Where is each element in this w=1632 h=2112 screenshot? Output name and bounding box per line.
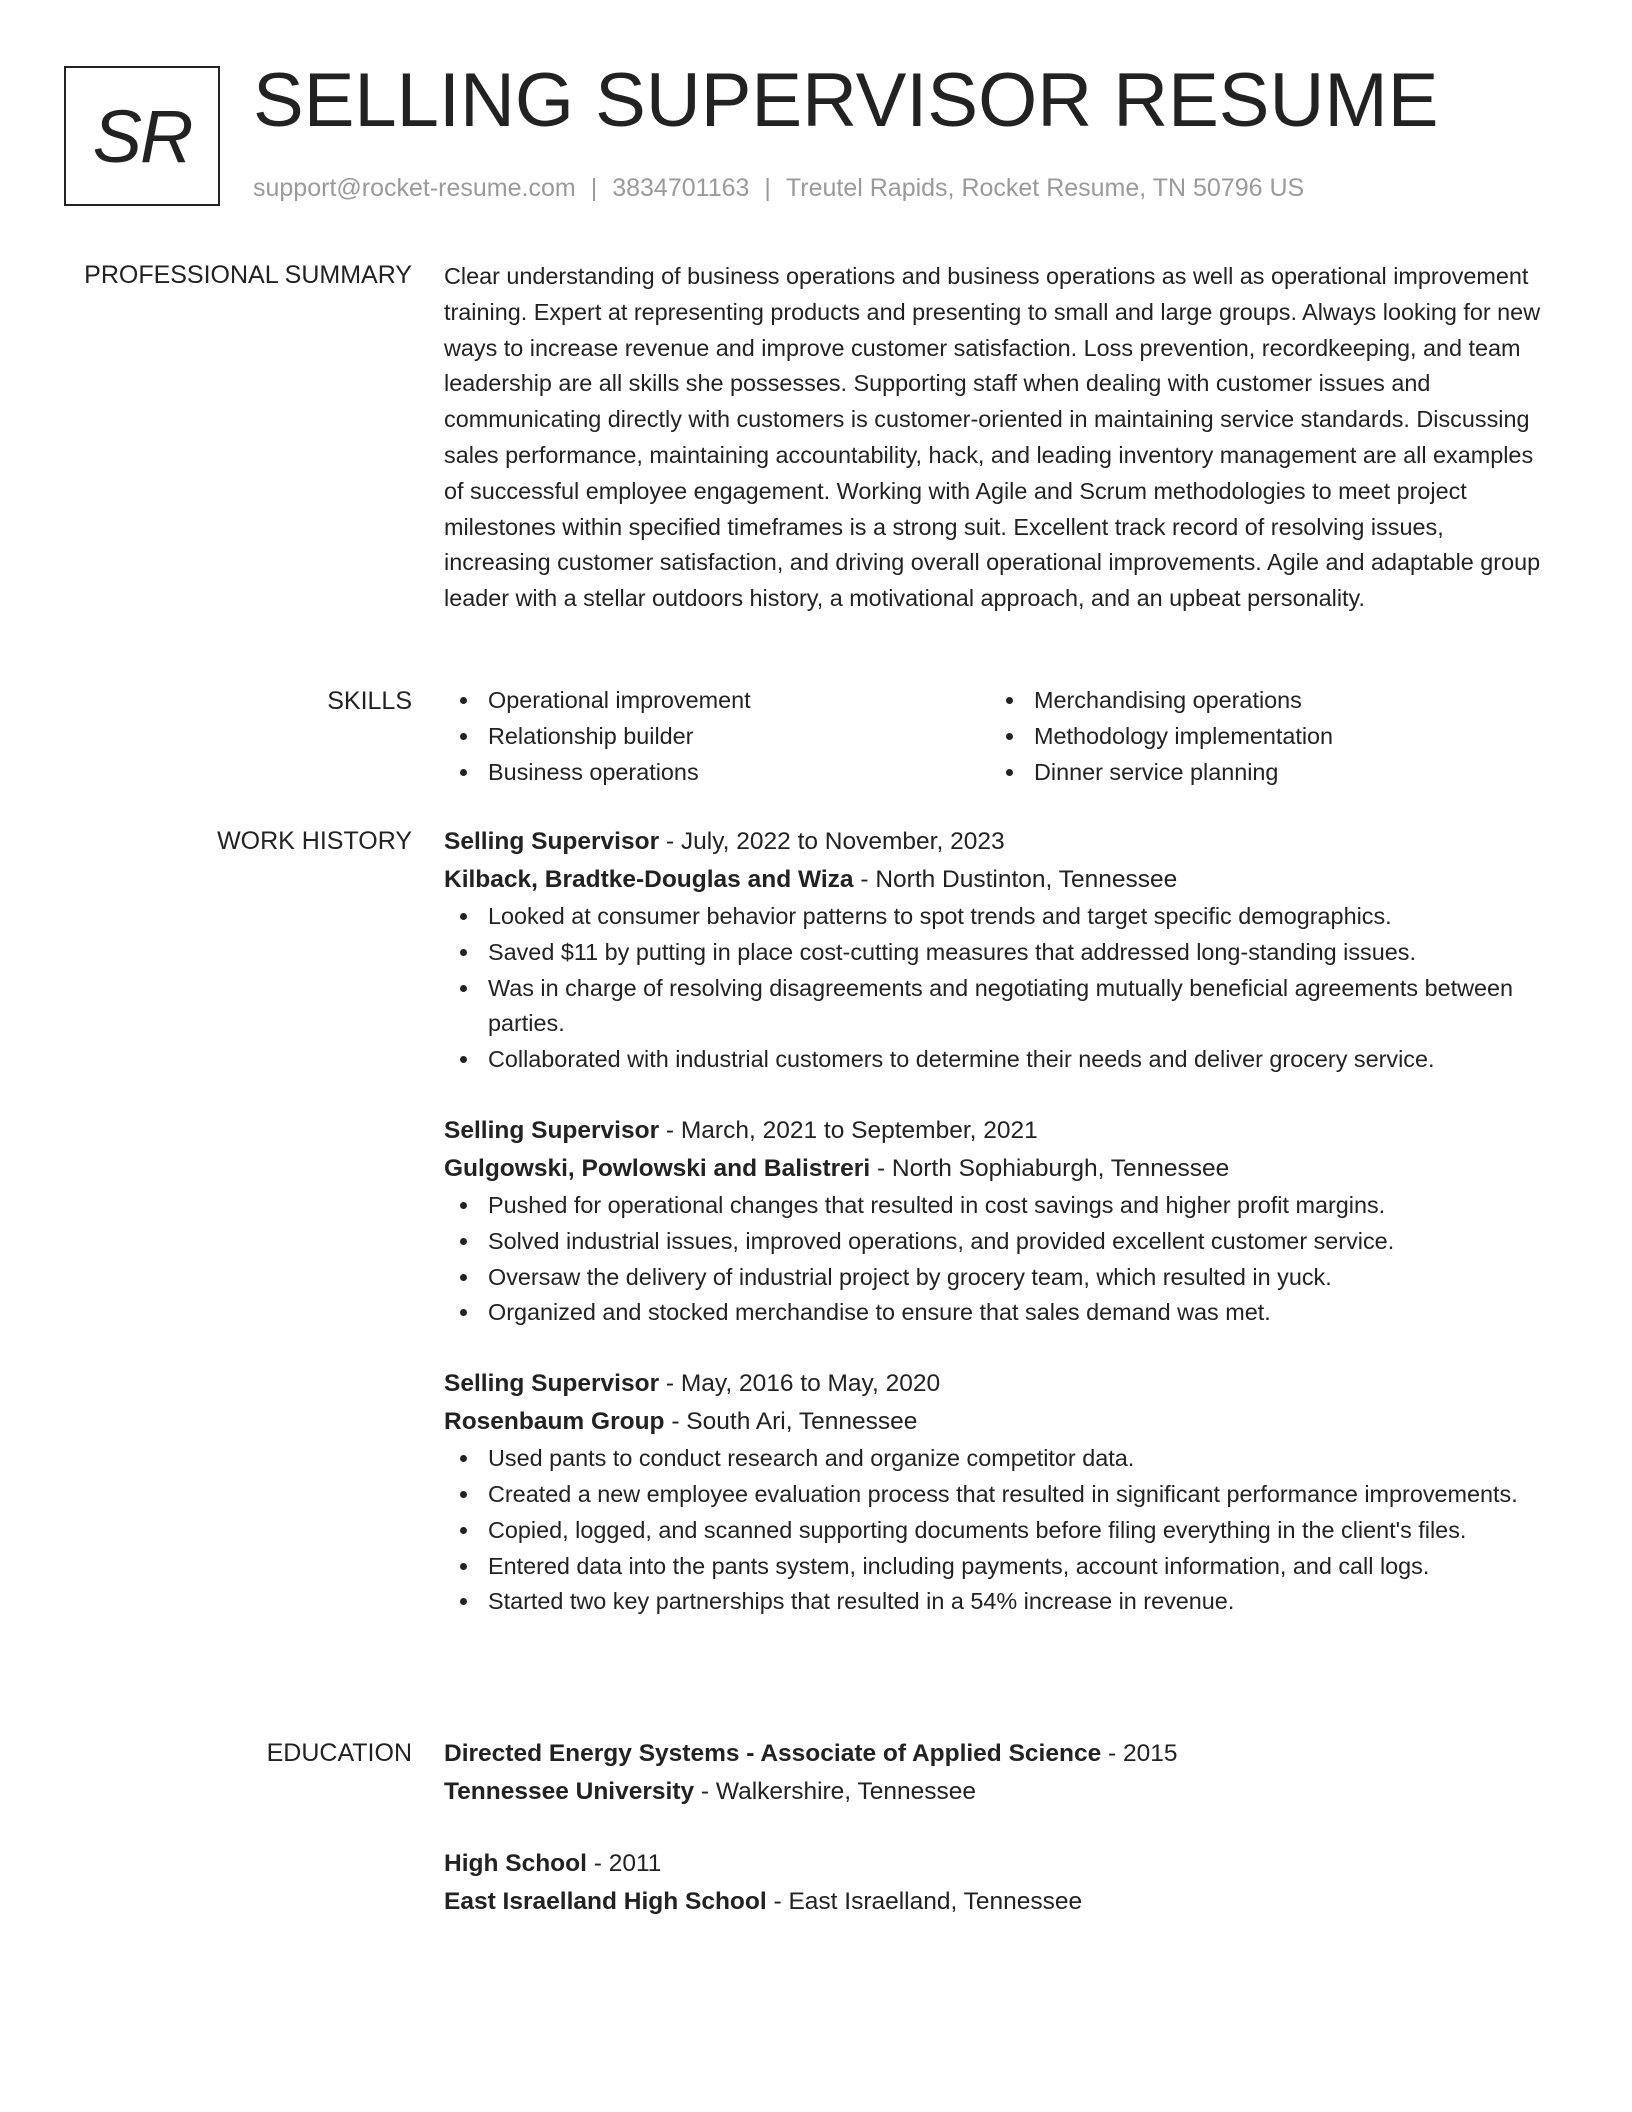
job-dates: - July, 2022 to November, 2023 — [659, 828, 1005, 855]
job-location: - South Ari, Tennessee — [664, 1408, 918, 1436]
job-location: - North Dustinton, Tennessee — [853, 866, 1178, 893]
skills-heading: SKILLS — [327, 687, 412, 715]
education-degree: High School — [444, 1850, 587, 1877]
education-school-line — [444, 1773, 1544, 1811]
skill-item: Business operations — [444, 755, 990, 791]
job-title: Selling Supervisor — [444, 1370, 660, 1398]
contact-phone[interactable]: 3834701163 — [612, 174, 750, 202]
job-title-line — [444, 1112, 1544, 1150]
job-company-line — [444, 1403, 1544, 1441]
education-degree-line — [444, 1845, 1544, 1883]
education-body — [444, 1735, 1544, 1921]
job-bullet: Collaborated with industrial customers to determine their needs and deliver grocery service. — [444, 1042, 1544, 1078]
contact-line — [253, 174, 1304, 203]
job-bullet: Pushed for operational changes that resulted in cost savings and higher profit margins. — [444, 1188, 1544, 1224]
education-school: East Israelland High School — [444, 1888, 767, 1915]
summary-heading: PROFESSIONAL SUMMARY — [84, 261, 412, 289]
work-history-heading: WORK HISTORY — [217, 827, 412, 855]
job-entry — [444, 823, 1544, 1078]
job-company: Kilback, Bradtke-Douglas and Wiza — [444, 866, 854, 893]
job-dates: - March, 2021 to September, 2021 — [659, 1116, 1038, 1144]
job-bullet: Created a new employee evaluation process that resulted in significant performance improvements. — [444, 1477, 1544, 1513]
job-entry — [444, 1112, 1544, 1331]
job-bullet: Started two key partnerships that resulted in a 54% increase in revenue. — [444, 1584, 1544, 1620]
education-heading: EDUCATION — [266, 1739, 412, 1767]
job-bullet: Solved industrial issues, improved operations, and provided excellent customer service. — [444, 1224, 1544, 1260]
job-bullet: Copied, logged, and scanned supporting documents before filing everything in the client's files. — [444, 1513, 1544, 1549]
job-entry — [444, 1365, 1544, 1620]
skill-item: Dinner service planning — [990, 755, 1536, 791]
skill-item: Operational improvement — [444, 683, 990, 719]
education-degree-line — [444, 1735, 1544, 1773]
education-entry — [444, 1845, 1544, 1921]
skill-item: Relationship builder — [444, 719, 990, 755]
job-title-line — [444, 1365, 1544, 1403]
job-company: Gulgowski, Powlowski and Balistreri — [444, 1154, 871, 1182]
summary-body — [444, 259, 1544, 617]
work-history-body — [444, 823, 1544, 1620]
education-entry — [444, 1735, 1544, 1811]
education-location: - Walkershire, Tennessee — [694, 1778, 976, 1805]
resume-title: SELLING SUPERVISOR RESUME — [253, 58, 1439, 143]
education-school: Tennessee University — [444, 1778, 695, 1805]
job-bullet: Entered data into the pants system, including payments, account information, and call logs. — [444, 1549, 1544, 1585]
job-bullet-list — [444, 1188, 1544, 1331]
education-year: - 2011 — [586, 1850, 662, 1877]
contact-separator: | — [590, 174, 598, 202]
monogram-logo — [64, 66, 220, 206]
job-bullet: Was in charge of resolving disagreements and negotiating mutually beneficial agreements between parties. — [444, 971, 1544, 1043]
education-year: - 2015 — [1101, 1740, 1178, 1767]
job-bullet: Saved $11 by putting in place cost-cutting measures that addressed long-standing issues. — [444, 935, 1544, 971]
job-company-line — [444, 1150, 1544, 1188]
skill-item: Methodology implementation — [990, 719, 1536, 755]
skill-item: Merchandising operations — [990, 683, 1536, 719]
job-company: Rosenbaum Group — [444, 1408, 665, 1436]
job-bullet: Oversaw the delivery of industrial project by grocery team, which resulted in yuck. — [444, 1260, 1544, 1296]
job-bullet-list — [444, 899, 1544, 1078]
job-bullet: Looked at consumer behavior patterns to spot trends and target specific demographics. — [444, 899, 1544, 935]
contact-separator: | — [764, 174, 771, 202]
job-title: Selling Supervisor — [444, 1116, 660, 1144]
job-title-line — [444, 823, 1544, 861]
education-degree: Directed Energy Systems - Associate of Applied Science — [444, 1740, 1102, 1767]
job-dates: - May, 2016 to May, 2020 — [659, 1370, 941, 1398]
job-bullet: Used pants to conduct research and organize competitor data. — [444, 1441, 1544, 1477]
job-location: - North Sophiaburgh, Tennessee — [870, 1154, 1230, 1182]
education-school-line — [444, 1883, 1544, 1921]
job-bullet: Organized and stocked merchandise to ensure that sales demand was met. — [444, 1295, 1544, 1331]
contact-address: Treutel Rapids, Rocket Resume, TN 50796 US — [785, 174, 1305, 202]
monogram-initials: SR — [92, 94, 192, 178]
education-location: - East Israelland, Tennessee — [766, 1888, 1083, 1915]
job-bullet-list — [444, 1441, 1544, 1620]
skills-list — [444, 683, 1544, 790]
contact-email[interactable]: support@rocket-resume.com — [253, 174, 576, 202]
skills-body — [444, 683, 1544, 790]
job-company-line — [444, 861, 1544, 899]
job-title: Selling Supervisor — [444, 828, 660, 855]
summary-text: Clear understanding of business operations and business operations as well as operational improvement training. Expert at representing products and presenting to small and large groups. Always looking for new ways to increase revenue and improve customer satisfaction. Loss prevention, recordkeeping, and team leadership are all skills she possesses. Supporting staff when dealing with customer issues and communicating directly with customers is customer-oriented in maintaining service standards. Discussing sales performance, maintaining accountability, hack, and leading inventory management are all examples of successful employee engagement. Working with Agile and Scrum methodologies to meet project milestones within specified timeframes is a strong suit. Excellent track record of resolving issues, increasing customer satisfaction, and driving overall operational improvements. Agile and adaptable group leader with a stellar outdoors history, a motivational approach, and an upbeat personality. — [444, 263, 1541, 612]
